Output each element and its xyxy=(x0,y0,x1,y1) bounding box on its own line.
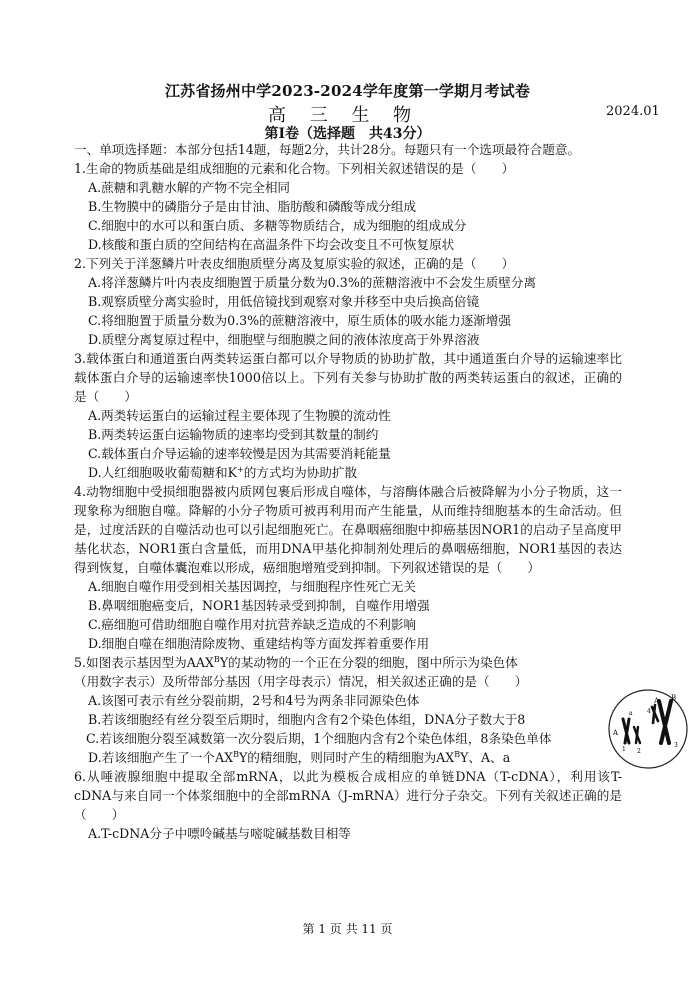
chromosome-number-2: 2 xyxy=(637,748,641,755)
question-1-option-c: C.细胞中的水可以和蛋白质、多糖等物质结合，成为细胞的组成成分 xyxy=(88,218,467,233)
chromosome-number-3: 3 xyxy=(674,742,678,749)
question-5-stem-text: 5.如图表示基因型为AAX xyxy=(74,655,214,670)
question-5-option-d-text-mid: Y的精细胞，则同时产生的精细胞为AX xyxy=(238,750,455,765)
question-3-option-c: C.载体蛋白介导运输的速率较慢是因为其需要消耗能量 xyxy=(88,446,391,461)
genotype-superscript: B xyxy=(233,749,239,759)
question-5-option-b: B.若该细胞经有丝分裂至后期时，细胞内含有2个染色体组，DNA分子数大于8 xyxy=(88,712,526,727)
question-5-option-d xyxy=(74,748,622,767)
question-5-stem-text-end: Y的某动物的一个正在分裂的细胞，图中所示为染色体 xyxy=(219,655,518,670)
question-4-option-b: B.鼻咽细胞癌变后，NOR1基因转录受到抑制，自噬作用增强 xyxy=(88,598,430,613)
page-footer: 第 1 页 共 11 页 xyxy=(302,922,393,936)
question-5-stem-line2: （用数字表示）及所带部分基因（用字母表示）情况，相关叙述正确的是（ ） xyxy=(74,674,528,689)
question-2-option-d: D.质壁分离复原过程中，细胞壁与细胞膜之间的液体浓度高于外界溶液 xyxy=(88,332,480,347)
chromosome-number-4: 4 xyxy=(647,708,651,715)
question-6-stem: 6.从唾液腺细胞中提取全部mRNA，以此为模板合成相应的单链DNA（T-cDNA），利用该T-cDNA与来自同一个体浆细胞中的全部mRNA（J-mRNA）进行分子杂交。下列有关叙述正确的是（ ） xyxy=(74,769,622,822)
question-1-option-b: B.生物膜中的磷脂分子是由甘油、脂肪酸和磷酸等成分组成 xyxy=(88,199,417,214)
chromosome-3 xyxy=(659,701,671,743)
question-4-option-d: D.细胞自噬在细胞清除废物、重建结构等方面发挥着重要作用 xyxy=(88,636,430,651)
question-5-option-a: A.该图可表示有丝分裂前期，2号和4号为两条非同源染色体 xyxy=(88,693,420,708)
question-4-option-c: C.癌细胞可借助细胞自噬作用对抗营养缺乏造成的不利影响 xyxy=(88,617,417,632)
section-heading: 第Ⅰ卷（选择题 共43分） xyxy=(264,126,431,142)
chromosome-4 xyxy=(652,705,658,723)
gene-label-A: A xyxy=(613,729,619,737)
chromosome-number-1: 1 xyxy=(622,746,626,753)
chromosome-2 xyxy=(634,727,640,743)
question-3-option-b: B.两类转运蛋白运输物质的速率均受到其数量的制约 xyxy=(88,427,379,442)
question-2-stem: 2.下列关于洋葱鳞片叶表皮细胞质壁分离及复原实验的叙述，正确的是（ ） xyxy=(74,256,515,271)
question-4-option-a: A.细胞自噬作用受到相关基因调控，与细胞程序性死亡无关 xyxy=(88,579,416,594)
section-intro: 一、单项选择题：本部分包括14题，每题2分，共计28分。每题只有一个选项最符合题意。 xyxy=(74,142,581,157)
question-3-option-d-text-end: 的方式均为协助扩散 xyxy=(243,465,358,480)
genotype-superscript: B xyxy=(454,749,461,759)
exam-title: 江苏省扬州中学2023-2024学年度第一学期月考试卷 xyxy=(164,82,531,100)
question-6-option-a: A.T-cDNA分子中嘌呤碱基与嘧啶碱基数目相等 xyxy=(88,826,351,841)
exam-content xyxy=(74,140,622,843)
gene-label-B: B xyxy=(671,694,677,702)
question-2-option-b: B.观察质壁分离实验时，用低倍镜找到观察对象并移至中央后换高倍镜 xyxy=(88,294,480,309)
exam-date: 2024.01 xyxy=(606,104,660,119)
question-1-option-d: D.核酸和蛋白质的空间结构在高温条件下均会改变且不可恢复原状 xyxy=(88,237,455,252)
question-3-option-d xyxy=(74,463,622,482)
potassium-charge: + xyxy=(237,464,244,474)
question-2-option-c: C.将细胞置于质量分数为0.3%的蔗糖溶液中，原生质体的吸水能力逐渐增强 xyxy=(88,313,511,328)
question-3-option-d-text: D.人红细胞吸收葡萄糖和K xyxy=(88,465,237,480)
cell-division-figure xyxy=(607,683,689,775)
question-1-stem: 1.生命的物质基础是组成细胞的元素和化合物。下列相关叙述错误的是（ ） xyxy=(74,161,515,176)
question-3-stem: 3.载体蛋白和通道蛋白两类转运蛋白都可以介导物质的协助扩散，其中通道蛋白介导的运输速率比载体蛋白介导的运输速率快1000倍以上。下列有关参与协助扩散的两类转运蛋白的叙述，正确的是（ ） xyxy=(74,351,622,404)
gene-label-A: A xyxy=(654,697,660,705)
question-5-option-d-text: D.若该细胞产生了一个AX xyxy=(88,750,234,765)
question-2-option-a: A.将洋葱鳞片叶内表皮细胞置于质量分数为0.3%的蔗糖溶液中不会发生质壁分离 xyxy=(88,275,537,290)
genotype-superscript: B xyxy=(213,654,220,664)
question-4-stem: 4.动物细胞中受损细胞器被内质网包裹后形成自噬体，与溶酶体融合后被降解为小分子物质，这一现象称为细胞自噬。降解的小分子物质可被再利用而产生能量，从而维持细胞基本的生命活动。但是，过度活跃的自噬活动也可以引起细胞死亡。在鼻咽癌细胞中抑癌基因NOR1的启动子呈高度甲基化状态，NOR1蛋白含量低，而用DNA甲基化抑制剂处理后的鼻咽癌细胞，NOR1基因的表达得到恢复，自噬体囊泡难以形成，癌细胞增殖受到抑制。下列叙述错误的是（ ） xyxy=(74,484,622,575)
question-5-stem-line1 xyxy=(74,653,622,672)
subject-title: 高 三 生 物 xyxy=(268,105,421,126)
question-1-option-a: A.蔗糖和乳糖水解的产物不完全相同 xyxy=(88,180,291,195)
question-3-option-a: A.两类转运蛋白的运输过程主要体现了生物膜的流动性 xyxy=(88,408,391,423)
question-5-option-c: C.若该细胞分裂至减数第一次分裂后期，1个细胞内含有2个染色体组，8条染色单体 xyxy=(86,731,552,746)
gene-label-a: a xyxy=(629,710,633,717)
chromosome-1 xyxy=(623,719,629,743)
question-5-option-d-text-end: Y、A、a xyxy=(460,750,511,765)
